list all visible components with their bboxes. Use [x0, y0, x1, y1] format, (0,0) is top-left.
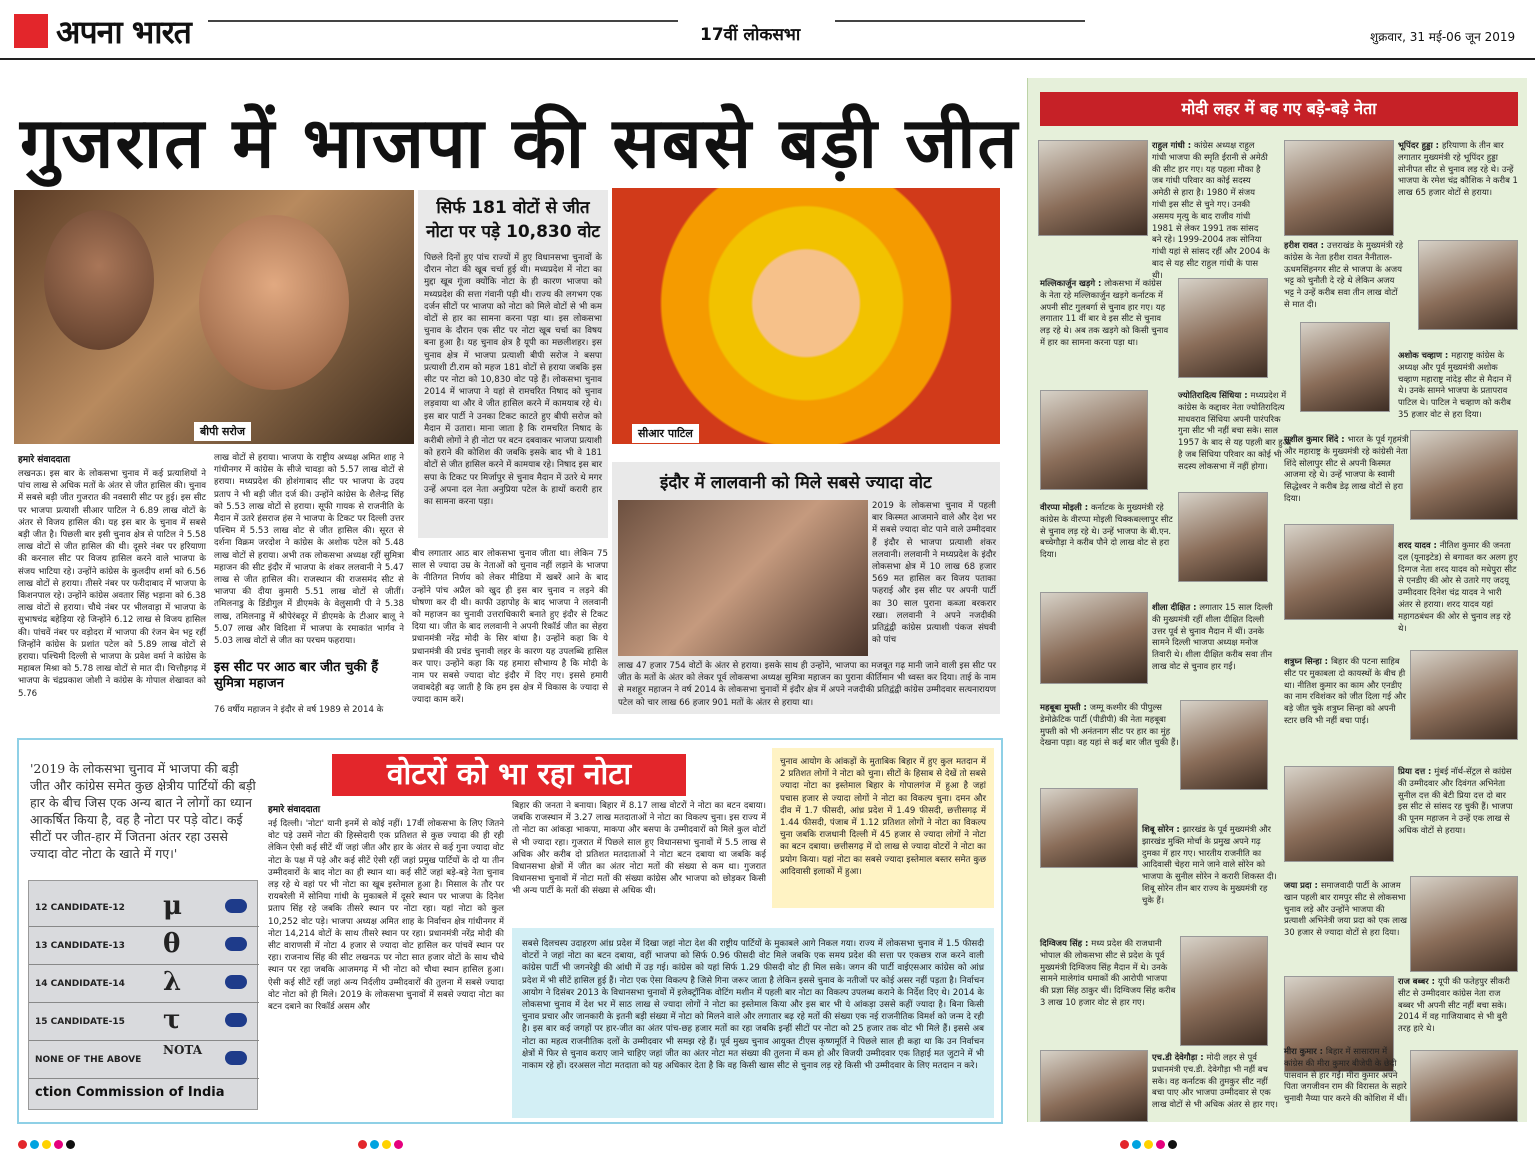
- registration-dots: [18, 1140, 75, 1150]
- evm-row-label: 12 CANDIDATE-12: [35, 903, 125, 913]
- leader-blurb: [1284, 880, 1408, 940]
- evm-button: [225, 899, 247, 913]
- evm-footer: ction Commission of India: [35, 1085, 225, 1100]
- leader-text: मोदी लहर से पूर्व प्रधानमंत्री एच.डी. देवेगौड़ा भी नहीं बच सके। वह कर्नाटक की तुमकुर सीट नहीं बचा पाए और भाजपा उम्मीदवार से एक लाख वोटों से भी अधिक अंतर से हार गए।: [1152, 1052, 1278, 1110]
- nota-col-2: बिहार की जनता ने बनाया। बिहार में 8.17 लाख वोटरों ने नोटा का बटन दबाया। जबकि राजस्थान में 3.27 लाख मतदाताओं ने नोटा का विकल्प चुना। इस राज्य में तो नोटा का आंकड़ा भाकपा, माकपा और बसपा के उम्मीदवारों को मिले कुल वोटों से भी ज्यादा रहा। गुजरात में पिछले साल हुए विधानसभा चुनावों में 5.5 लाख से अधिक और करीब दो प्रतिशत मतदाताओं ने नोटा बटन दबाया था जबकि कई विधानसभा क्षेत्रों में जीत का अंतर नोटा मतों की संख्या से कम था। गुजरात विधानसभा चुनावों में नोटा मतों की संख्या कांग्रेस और भाजपा को छोड़कर किसी भी अन्य पार्टी के मतों की संख्या से अधिक थी।: [512, 801, 766, 897]
- story-col-2b: 76 वर्षीय महाजन ने इंदौर से वर्ष 1989 से 2014 के: [214, 705, 384, 715]
- face-shape: [44, 210, 154, 350]
- story-col-1: लखनऊ। इस बार के लोकसभा चुनाव में कई प्रत्याशियों ने पांच लाख से अधिक मतों के अंतर से जीत हासिल की। चुनाव में सबसे बड़ी जीत गुजरात की नवसारी सीट पर हुई। इस सीट पर भाजपा प्रत्याशी सीआर पाटिल ने 6.89 लाख वोटों के अंतर से विजय हासिल की। यह इस बार के चुनाव में सबसे बड़ी जीत है। पिछली बार इसी चुनाव क्षेत्र से पाटिल ने 5.58 लाख वोटों से जीत हासिल की थी। दूसरे नंबर पर हरियाणा की करनाल सीट पर विजय हासिल करने वाले भाजपा के संजय भाटिया रहे। उन्होंने कांग्रेस के कुलदीप शर्मा को 6.56 लाख वोटों से हराया। तीसरे नंबर पर फरीदाबाद में भाजपा के किशनपाल रहे। उन्होंने कांग्रेस अवतार सिंह भड़ाना को 6.38 लाख वोटों से हराया। चौथे नंबर पर भीलवाड़ा में भाजपा के सुभाषचंद्र बहेड़िया रहे जिन्होंने 6.12 लाख से विजय हासिल की। पांचवें नंबर पर वड़ोदरा में भाजपा की रंजन बेन भट्ट रहीं जिन्होंने कांग्रेस के प्रशांत पटेल को 5.89 लाख वोटों से हराया। पश्चिमी दिल्ली से भाजपा के प्रवेश वर्मा ने कांग्रेस के महाबल मिश्रा को 5.78 लाख वोटों से मात दी। चित्तौड़गढ़ में भाजपा के चंद्रप्रकाश जोशी ने कांग्रेस के गोपाल शेखावत को 5.76: [18, 469, 206, 699]
- leader-blurb: [1040, 278, 1170, 378]
- leader-text: कांग्रेस अध्यक्ष राहुल गांधी भाजपा की स्मृति ईरानी से अमेठी की सीट हार गए। यह पहला मौका है जब गांधी परिवार का कोई सदस्य अमेठी से हारा है। 1980 में संजय गांधी इस सीट से चुने गए। उनकी असमय मृत्यु के बाद राजीव गांधी 1981 से लेकर 1991 तक सांसद बने रहे। 1999-2004 तक सोनिया गांधी यहां से सांसद रहीं और 2004 के बाद से यह सीट राहुल गांधी के पास थी।: [1152, 140, 1270, 280]
- leader-photo: [1410, 876, 1518, 972]
- leader-text: मध्य प्रदेश की राजधानी भोपाल की लोकसभा सीट से प्रदेश के पूर्व मुख्यमंत्री दिग्विजय सिंह मैदान में थे। उनके सामने मालेगांव धमाकों की आरोपी भाजपा की प्रज्ञा सिंह ठाकुर थीं। दिग्विजय सिंह करीब 3 लाख 10 हजार वोट से हार गए।: [1040, 938, 1176, 1007]
- evm-button: [225, 1013, 247, 1027]
- dot: [382, 1140, 391, 1149]
- leader-text: उत्तराखंड के मुख्यमंत्री रहे कांग्रेस के नेता हरीश रावत नैनीताल-ऊधमसिंहनगर सीट से भाजपा के अजय भट्ट को चुनौती दे रहे थे लेकिन अजय भट्ट ने उन्हें करीब सवा तीन लाख वोटों से मात दी।: [1284, 240, 1404, 309]
- nota-col-1: नई दिल्ली। 'नोटा' यानी इनमें से कोई नहीं। 17वीं लोकसभा के लिए जितने वोट पड़े उसमें नोटा की हिस्सेदारी एक प्रतिशत से कुछ ज्यादा की ही रही लेकिन ऐसी कई सीटें थीं जहां जीत और हार के अंतर से कई गुना ज्यादा वोट नोटा के पक्ष में पड़े और कई सीटें ऐसी रहीं जहां प्रमुख पार्टियों के दो या तीन उम्मीदवारों के बाद नोटा का ही स्थान था। कई सीटें जहां बड़े-बड़े नेता चुनाव लड़ रहे थे वहां पर भी नोटा का खूब इस्तेमाल हुआ है। मिसाल के तौर पर रायबरेली में सोनिया गांधी के मुकाबले में दूसरे स्थान पर भाजपा के दिनेश प्रताप सिंह रहे जबकि तीसरे स्थान पर नोटा रहा। यहां नोटा को कुल 10,252 वोट पड़े। भाजपा अध्यक्ष अमित शाह के निर्वाचन क्षेत्र गांधीनगर में नोटा 14,214 वोटों के साथ तीसरे स्थान पर रहा। प्रधानमंत्री नरेंद्र मोदी की सीट वाराणसी में नोटा 4 हजार से ज्यादा वोट हासिल कर पांचवें स्थान पर रहा। राजनाथ सिंह की सीट लखनऊ पर नोटा सात हजार वोटों के साथ चौथे स्थान पर रहा जबकि आजमगढ़ में भी नोटा को चौथा स्थान हासिल हुआ। ऐसी कई सीटें रहीं जहां अन्य निर्दलीय उम्मीदवारों की तुलना में सबसे ज्यादा वोट नोटा को ही मिले। 2019 के लोकसभा चुनावों में सबसे ज्यादा नोटा का बटन दबाने का रिकॉर्ड असम और: [268, 819, 504, 1013]
- evm-row: [29, 1003, 259, 1041]
- leader-text: भारत के पूर्व गृहमंत्री और महाराष्ट्र के मुख्यमंत्री रहे कांग्रेसी नेता शिंदे सोलापुर सीट से अपनी किस्मत आजमा रहे थे। उन्हें भाजपा के स्वामी सिद्धेश्वर ने करीब डेढ़ लाख वोटों से हरा दिया।: [1284, 434, 1409, 503]
- leader-blurb: [1398, 540, 1518, 633]
- leader-text: बिहार की पटना साहिब सीट पर मुकाबला दो कायस्थों के बीच ही था। नीतिश कुमार का काम और एनडीए का नाम रविशंकर को जीत दिला गई और बड़े जीत चुके शत्रुघ्न सिन्हा को अपनी स्टार छवि भी नहीं बचा पाई।: [1284, 656, 1406, 725]
- leader-text: मुंबई नॉर्थ-सेंट्रल से कांग्रेस की उम्मीदवार और दिवंगत अभिनेता सुनील दत्त की बेटी प्रिया दत्त दो बार इस सीट से सांसद रह चुकी हैं। भाजपा की पूनम महाजन ने उन्हें एक लाख से अधिक वोटों से हराया।: [1398, 766, 1513, 835]
- leader-photo: [1038, 140, 1148, 236]
- leader-photo: [1178, 492, 1268, 582]
- dot: [42, 1140, 51, 1149]
- leader-text: हरियाणा के तीन बार लगातार मुख्यमंत्री रहे भूपिंदर हुड्डा सोनीपत सीट से चुनाव लड़ रहे थे। उन्हें भाजपा के रमेश चंद्र कौशिक ने करीब 1 लाख 65 हजार वोटों से हराया।: [1398, 140, 1518, 198]
- leader-photo: [1284, 524, 1394, 620]
- leader-text: जम्मू कश्मीर की पीपुल्स डेमोक्रेटिक पार्टी (पीडीपी) की नेता महबूबा मुफ्ती को भी अनंतनाग सीट पर हार का मुंह देखना पड़ा। वह यहां से कई बार जीत चुकी हैं।: [1040, 702, 1179, 748]
- dot: [66, 1140, 75, 1149]
- leader-photo: [1300, 322, 1390, 412]
- leader-blurb: [1284, 434, 1410, 514]
- section-title: 17वीं लोकसभा: [700, 25, 801, 45]
- leader-name: शत्रुघ्न सिन्हा :: [1284, 656, 1331, 666]
- dot: [1144, 1140, 1153, 1149]
- leader-name: जया प्रदा :: [1284, 880, 1321, 890]
- dot: [370, 1140, 379, 1149]
- dot: [54, 1140, 63, 1149]
- leader-name: शीला दीक्षित :: [1152, 602, 1200, 612]
- sidebar-title: मोदी लहर में बह गए बड़े-बड़े नेता: [1040, 92, 1518, 126]
- leader-photo: [1180, 700, 1268, 790]
- main-headline: गुजरात में भाजपा की सबसे बड़ी जीत: [20, 101, 1020, 184]
- leader-name: मल्लिकार्जुन खड़गे :: [1040, 278, 1105, 288]
- leader-text: मध्यप्रदेश में कांग्रेस के कद्दावर नेता ज्योतिरादित्य माधवराव सिंधिया अपनी पारंपरिक गुना सीट भी नहीं बचा सके। साल 1957 के बाद से यह पहली बार हुआ है जब सिंधिया परिवार का कोई भी सदस्य लोकसभा में नहीं होगा।: [1178, 390, 1292, 471]
- leader-name: अशोक चव्हाण :: [1398, 350, 1452, 360]
- leader-name: वीरप्पा मोइली :: [1040, 502, 1091, 512]
- leader-blurb: [1398, 140, 1518, 212]
- nota-cyan-text: सबसे दिलचस्प उदाहरण आंध्र प्रदेश में दिखा जहां नोटा देश की राष्ट्रीय पार्टियों के मुकाबले आगे निकल गया। राज्य में लोकसभा चुनाव में 1.5 फीसदी वोटरों ने जहां नोटा का बटन दबाया, वहीं भाजपा को सिर्फ 0.96 फीसदी वोट मिले जबकि एक समय प्रदेश की सत्ता पर एकछत्र राज करने वाली कांग्रेस पार्टी भी जगनरेड्डी की आंधी में उड़ गई। कांग्रेस को यहां सिर्फ 1.29 फीसदी वोट ही मिल सके। जगन की पार्टी वाईएसआर कांग्रेस को आंध्र प्रदेश में भी सीटें हासिल हुई हैं। नोटा एक ऐसा विकल्प है जिसे गिना जरूर जाता है लेकिन इससे चुनाव के नतीजों पर कोई असर नहीं पड़ता है। निर्वाचन आयोग ने दिसंबर 2013 के विधानसभा चुनावों में इलेक्ट्रॉनिक वोटिंग मशीन में पहली बार नोटा का विकल्प उपलब्ध कराने के निर्देश दिए थे। 2014 के लोकसभा चुनाव में देश भर में साठ लाख से ज्यादा लोगों ने नोटा का इस्तेमाल किया और इस बार भी ये आंकड़ा उससे कहीं ज्यादा है। बिना किसी चुनाव प्रचार और जानकारी के इतनी बड़ी संख्या में नोटा को मिलने वाले और लगातार बढ़ रहे मतों की संख्या एक नई राजनीतिक विमर्श को जन्म दे रही है। इस बार कई जगहों पर हार-जीत का अंतर पांच-छह हजार मतों का रहा जबकि इन्हीं सीटों पर नोटा को 25 हजार तक वोट भी मिले हैं। इससे अब नोटा का महत्व राजनीतिक दलों के उम्मीदवार भी समझ रहे हैं। पूर्व मुख्य चुनाव आयुक्त टीएस कृष्णमूर्ति ने पिछले साल ही कहा था कि उन निर्वाचन क्षेत्रों में फिर से चुनाव कराए जाने चाहिए जहां जीत का अंतर नोटा मत संख्या की तुलना में कम हो और विजयी उम्मीदवार एक तिहाई मत जुटाने में भी नाकाम रहे हों। दरअसल नोटा मतदाता को यह अधिकार देता है कि वह किसी खास सीट से चुनाव लड़ रहे किसी भी उम्मीदवार के लिए मतदान न करे।: [522, 939, 984, 1072]
- leader-text: बिहार में सासाराम में कांग्रेस की मीरा कुमार बीजेपी के छेदी पासवान से हार गईं। मीरा कुमार अपने पिता जगजीवन राम की विरासत के सहारे चुनावी नैय्या पार करने की कोशिश में थीं।: [1284, 1046, 1408, 1104]
- evm-row-label: 15 CANDIDATE-15: [35, 1017, 125, 1027]
- evm-row-symbol: τ: [163, 1005, 181, 1035]
- leader-blurb: [1152, 140, 1270, 280]
- leader-name: सुशील कुमार शिंदे :: [1284, 434, 1348, 444]
- nota-banner: वोटरों को भा रहा नोटा: [332, 754, 686, 796]
- leader-name: शिबू सोरेन :: [1142, 824, 1183, 834]
- photo-caption: सीआर पाटिल: [632, 424, 699, 443]
- nota-byline: हमारे संवाददाता: [268, 805, 321, 815]
- nota-yellow-box: [772, 748, 994, 908]
- leader-text: झारखंड के पूर्व मुख्यमंत्री और झारखंड मुक्ति मोर्चा के प्रमुख अपने गढ़ दुमका में हार गए। भारतीय राजनीति का आदिवासी चेहरा माने जाने वाले सोरेन को भाजपा के सुनील सोरेन ने करारी शिकस्त दी। शिबू सोरेन तीन बार राज्य के मुख्यमंत्री रह चुके हैं।: [1142, 824, 1277, 905]
- evm-row-symbol: θ: [163, 929, 181, 959]
- evm-row: [29, 927, 259, 965]
- evm-row: [29, 889, 259, 927]
- leader-blurb: [1284, 656, 1410, 736]
- leader-blurb: [1398, 976, 1518, 1046]
- evm-image: [28, 880, 258, 1110]
- leader-photo: [1284, 140, 1394, 236]
- leader-name: प्रिया दत्त :: [1398, 766, 1435, 776]
- leader-name: भूपिंदर हुड्डा :: [1398, 140, 1442, 150]
- leader-blurb: [1152, 1052, 1278, 1122]
- masthead-rule: [835, 20, 1085, 22]
- evm-row-symbol: λ: [163, 967, 182, 997]
- leader-photo: [1410, 650, 1518, 740]
- leader-text: यूपी की फतेहपुर सीकरी सीट से उम्मीदवार कांग्रेस नेता राज बब्बर भी अपनी सीट नहीं बचा सके। 2014 में वह गाजियाबाद से भी बुरी तरह हारे थे।: [1398, 976, 1510, 1034]
- leader-name: हरीश रावत :: [1284, 240, 1327, 250]
- leader-blurb: [1284, 1046, 1408, 1120]
- box-body: पिछले दिनों हुए पांच राज्यों में हुए विधानसभा चुनावों के दौरान नोटा की खूब चर्चा हुई थी। मध्यप्रदेश में नोटा का मुद्दा खूब गूंजा क्योंकि नोटा के ही कारण भाजपा को मध्यप्रदेश की सत्ता गंवानी पड़ी थी। राज्य की लगभग एक दर्जन सीटों पर भाजपा को नोटा को मिले वोटों से भी कम वोटों से हार का सामना करना पड़ा था। इस लोकसभा चुनाव के दौरान एक सीट पर नोटा खूब चर्चा का विषय बना हुआ है। यह चुनाव क्षेत्र है यूपी का मछलीशहर। इस चुनाव क्षेत्र में भाजपा प्रत्याशी बीपी सरोज ने बसपा प्रत्याशी टी.राम को महज 181 वोटों से हराया जबकि इस सीट पर नोटा को 10,830 वोट पड़े हैं। लोकसभा चुनाव 2014 में भाजपा ने यहां से रामचरित निषाद को चुनाव लड़वाया था और वे जीत हासिल करने में कामयाब रहे थे। इस बार पार्टी ने उनका टिकट काटते हुए बीपी सरोज को मैदान में उतारा। माना जाता है कि रामचरित निषाद के करीबी लोगों ने ही नोटा पर बटन दबवाकर भाजपा प्रत्याशी को हराने की कोशिश की जबकि इसके बाद भी वे 181 वोटों से जीत हासिल करने में कामयाब रहे। निषाद इस बार सपा के टिकट पर मिर्जापुर से चुनाव मैदान में उतरे थे मगर उन्हें अपना दल नेता अनुप्रिया पटेल के हाथों करारी हार का सामना करना पड़ा।: [424, 253, 602, 508]
- dot: [394, 1140, 403, 1149]
- nota-yellow-text: चुनाव आयोग के आंकड़ों के मुताबिक बिहार में हुए कुल मतदान में 2 प्रतिशत लोगों ने नोटा को चुना। सीटों के हिसाब से देखें तो सबसे ज्यादा नोटा का इस्तेमाल बिहार के गोपालगंज में हुआ है जहां पचास हजार से ज्यादा लोगों ने नोटा का विकल्प चुना। दमन और दीव में 1.7 फीसदी, आंध्र प्रदेश में 1.49 फीसदी, छत्तीसगढ़ में 1.44 फीसदी, पंजाब में 1.12 प्रतिशत लोगों ने नोटा का विकल्प चुना जबकि राजधानी दिल्ली में 45 हजार से ज्यादा लोगों ने नोटा का बटन दबाया। छत्तीसगढ़ में दो लाख से ज्यादा वोटरों ने नोटा का प्रयोग किया। यहां नोटा का सबसे ज्यादा इस्तेमाल बस्तर समेत कुछ आदिवासी इलाकों में हुआ।: [780, 757, 986, 877]
- leader-photo: [1410, 430, 1518, 520]
- box-subtitle: नोटा पर पड़े 10,830 वोट: [426, 222, 600, 242]
- evm-row: [29, 965, 259, 1003]
- nota-quote: '2019 के लोकसभा चुनाव में भाजपा की बड़ी जीत और कांग्रेस समेत कुछ क्षेत्रीय पार्टियों की बड़ी हार के बीच जिस एक अन्य बात ने लोगों का ध्यान आकर्षित किया है, वह है नोटा पर पड़े वोट। कई सीटों पर जीत-हार में जितना अंतर रहा उससे ज्यादा वोट नोटा के खाते में गए।': [30, 761, 256, 861]
- leader-photo: [1040, 1050, 1148, 1122]
- logo-square-icon: [14, 14, 48, 48]
- evm-row-label: 14 CANDIDATE-14: [35, 979, 125, 989]
- leader-blurb: [1040, 502, 1174, 582]
- dot: [358, 1140, 367, 1149]
- leader-name: राज बब्बर :: [1398, 976, 1438, 986]
- dot: [1132, 1140, 1141, 1149]
- leader-blurb: [1284, 240, 1404, 320]
- leader-photo: [1040, 592, 1148, 684]
- leader-name: मीरा कुमार :: [1284, 1046, 1326, 1056]
- evm-row-symbol: NOTA: [163, 1043, 203, 1057]
- leader-name: महबूबा मुफ्ती :: [1040, 702, 1090, 712]
- leader-text: समाजवादी पार्टी के आजम खान पहली बार रामपुर सीट से लोकसभा चुनाव लड़े और उन्होंने भाजपा की प्रत्याशी अभिनेत्री जया प्रदा को एक लाख 30 हजार से ज्यादा वोटों से हरा दिया।: [1284, 880, 1407, 938]
- leader-blurb: [1178, 390, 1294, 490]
- leader-blurb: [1152, 602, 1278, 692]
- leader-name: शरद यादव :: [1398, 540, 1440, 550]
- face-shape: [199, 215, 349, 390]
- leader-photo: [1410, 1050, 1518, 1122]
- logo: अपना भारत: [56, 13, 191, 51]
- leader-name: राहुल गांधी :: [1152, 140, 1195, 150]
- evm-row-label: 13 CANDIDATE-13: [35, 941, 125, 951]
- masthead-rule: [208, 20, 678, 22]
- leader-photo: [1418, 240, 1518, 330]
- dot: [18, 1140, 27, 1149]
- leader-name: ज्योतिरादित्य सिंधिया :: [1178, 390, 1251, 400]
- story-col-2: लाख वोटों से हराया। भाजपा के राष्ट्रीय अध्यक्ष अमित शाह ने गांधीनगर में कांग्रेस के सीजे चावड़ा को 5.57 लाख वोटों से हराया। मध्यप्रदेश की होशंगाबाद सीट पर भाजपा के उदय प्रताप ने भी बड़ी जीत दर्ज की। उन्होंने कांग्रेस के शैलेन्द्र सिंह को 5.53 लाख वोटों से हराया। सूफी गायक से राजनीति के मैदान में उतरे हंसराज हंस ने भाजपा के टिकट पर दिल्ली उत्तर पश्चिम में 5.53 लाख वोट से जीत हासिल की। सूरत से दर्शना विक्रम जरदोश ने कांग्रेस के अशोक पटेल को 5.48 लाख वोटों से हराया। अभी तक लोकसभा अध्यक्ष रहीं सुमित्रा महाजन की सीट इंदौर में भाजपा के शंकर ललवानी ने 5.47 लाख से जीत हासिल की। राजस्थान की राजसमंद सीट से भाजपा की दीया कुमारी 5.51 लाख वोटों से जीतीं। तमिलनाडु के डिंडीगुल में डीएमके के वेलुसामी पी ने 5.38 लाख, तमिलनाडु में श्रीपेरंबदूर में डीएमके के टीआर बालू ने 5.07 लाख और विदिशा में भाजपा के रमाकांत भार्गव ने 5.03 लाख वोटों से जीत का परचम फहराया।: [214, 453, 404, 647]
- story-byline: हमारे संवाददाता: [18, 455, 71, 465]
- leader-name: एच.डी देवेगौड़ा :: [1152, 1052, 1207, 1062]
- box-title: सिर्फ 181 वोटों से जीत: [436, 198, 590, 218]
- leader-text: कर्नाटक के मुख्यमंत्री रहे कांग्रेस के वीरप्पा मोइली चिक्कबल्लापुर सीट से चुनाव लड़ रहे थे। उन्हें भाजपा के बी.एन. बच्चेगौड़ा ने करीब पौने दो लाख वोट से हरा दिया।: [1040, 502, 1173, 560]
- photo-caption: बीपी सरोज: [194, 422, 251, 441]
- evm-button: [225, 1051, 247, 1065]
- leader-photo: [1040, 390, 1148, 490]
- leader-photo: [1040, 788, 1138, 868]
- leader-name: दिग्विजय सिंह :: [1040, 938, 1092, 948]
- dateline: शुक्रवार, 31 मई-06 जून 2019: [1370, 30, 1516, 44]
- leader-blurb: [1040, 702, 1180, 764]
- dot: [1156, 1140, 1165, 1149]
- photo-cr-patil: [612, 188, 1000, 444]
- leader-photo: [1284, 766, 1394, 862]
- photo-lalwani: [618, 500, 868, 656]
- registration-dots: [1120, 1140, 1177, 1150]
- leader-text: महाराष्ट्र कांग्रेस के अध्यक्ष और पूर्व मुख्यमंत्री अशोक चव्हाण महाराष्ट्र नांदेड़ सीट से मैदान में थे। उनके सामने भाजपा के प्रतापराव पाटिल थे। पाटिल ने चव्हाण को करीब 35 हजार वोट से हरा दिया।: [1398, 350, 1512, 419]
- evm-row: [29, 1041, 259, 1079]
- story-subhead: इस सीट पर आठ बार जीत चुकी हैं सुमित्रा महाजन: [214, 660, 379, 691]
- leader-blurb: [1398, 766, 1518, 844]
- leader-text: नीतिश कुमार की जनता दल (यूनाइटेड) से बगावत कर अलग हुए दिग्गज नेता शरद यादव को मधेपुरा सीट से एनडीए की ओर से उतारे गए जदयू उम्मीदवार दिनेश चंद्र यादव ने भारी अंतर से हराया। शरद यादव यहां महागठबंधन की ओर से चुनाव लड़ रहे थे।: [1398, 540, 1518, 633]
- dot: [1120, 1140, 1129, 1149]
- evm-button: [225, 975, 247, 989]
- leader-blurb: [1398, 350, 1518, 430]
- evm-row-symbol: μ: [163, 891, 183, 921]
- evm-row-label: NONE OF THE ABOVE: [35, 1055, 142, 1065]
- box-181-votes: [418, 190, 608, 538]
- leader-photo: [1178, 278, 1268, 378]
- nota-cyan-box: [512, 928, 994, 1118]
- leader-photo: [1180, 936, 1268, 1046]
- indore-body-left: बीच लगातार आठ बार लोकसभा चुनाव जीता था। लेकिन 75 साल से ज्यादा उम्र के नेताओं को चुनाव नहीं लड़ाने के भाजपा के नीतिगत निर्णय को लेकर मीडिया में खबरें आने के बाद उन्होंने पांच अप्रैल को खुद ही इस बार चुनाव न लड़ने की घोषणा कर दी थी। काफी उहापोह के बाद भाजपा ने ललवानी को महाजन का चुनावी उत्तराधिकारी बनाते हुए इंदौर से टिकट दिया था। जीत के बाद ललवानी ने अपनी रिकॉर्ड जीत का सेहरा प्रधानमंत्री नरेंद्र मोदी के सिर बांधा है। उन्होंने कहा कि ये प्रधानमंत्री की प्रचंड चुनावी लहर के कारण यह उपलब्धि हासिल कर पाए। उन्होंने कहा कि यह हमारा सौभाग्य है कि मोदी के नाम पर सबसे ज्यादा वोट इंदौर में दिए गए। इससे हमारी जवाबदेही बढ़ जाती है कि हम इस क्षेत्र में विकास के ज्यादा से ज्यादा काम करें।: [412, 549, 608, 706]
- registration-dots: [358, 1140, 403, 1150]
- indore-body-bottom: लाख 47 हजार 754 वोटों के अंतर से हराया। इसके साथ ही उन्होंने, भाजपा का मजबूत गढ़ मानी जाने वाली इस सीट पर जीत के मतों के अंतर को लेकर पूर्व लोकसभा अध्यक्ष सुमित्रा महाजन का पुराना कीर्तिमान भी ध्वस्त कर दिया। ताई के नाम से मशहूर महाजन ने वर्ष 2014 के लोकसभा चुनावों में इंदौर क्षेत्र में अपने नजदीकी प्रतिद्वंद्वी कांग्रेस उम्मीदवार सत्यनारायण पटेल को चार लाख 66 हजार 901 मतों के अंतर से हराया था।: [618, 661, 996, 708]
- leader-blurb: [1040, 938, 1178, 1046]
- leader-text: लगातार 15 साल दिल्ली की मुख्यमंत्री रहीं शीला दीक्षित दिल्ली उत्तर पूर्व से चुनाव मैदान में थीं। उनके सामने दिल्ली भाजपा अध्यक्ष मनोज तिवारी थे। शीला दीक्षित करीब सवा तीन लाख वोट से चुनाव हार गईं।: [1152, 602, 1273, 671]
- leader-blurb: [1142, 824, 1280, 924]
- dot: [1168, 1140, 1177, 1149]
- indore-headline: इंदौर में लालवानी को मिले सबसे ज्यादा वोट: [660, 473, 932, 493]
- photo-bp-saroj: [14, 190, 414, 444]
- dot: [30, 1140, 39, 1149]
- indore-body-right: 2019 के लोकसभा चुनाव में पहली बार किस्मत आजमाने वाले और देश भर में सबसे ज्यादा वोट पाने वाले उम्मीदवार हैं इंदौर से भाजपा प्रत्याशी शंकर ललवानी। ललवानी ने मध्यप्रदेश के इंदौर लोकसभा क्षेत्र में 10 लाख 68 हजार 569 मत हासिल कर विजय पताका फहराई और इस सीट पर अपनी पार्टी का 30 साल पुराना कब्जा बरकरार रखा। ललवानी ने अपने नजदीकी प्रतिद्वंद्वी कांग्रेस प्रत्याशी पंकज संघवी को पांच: [872, 501, 996, 646]
- evm-button: [225, 937, 247, 951]
- leader-text: लोकसभा में कांग्रेस के नेता रहे मल्लिकार्जुन खड़गे कर्नाटक में अपनी सीट गुलबर्गा से चुनाव हार गए। यह लगातार 11 वीं बार वे इस सीट से चुनाव लड़ रहे थे। अब तक खड़गे को किसी चुनाव में हार का सामना करना पड़ा था।: [1040, 278, 1169, 347]
